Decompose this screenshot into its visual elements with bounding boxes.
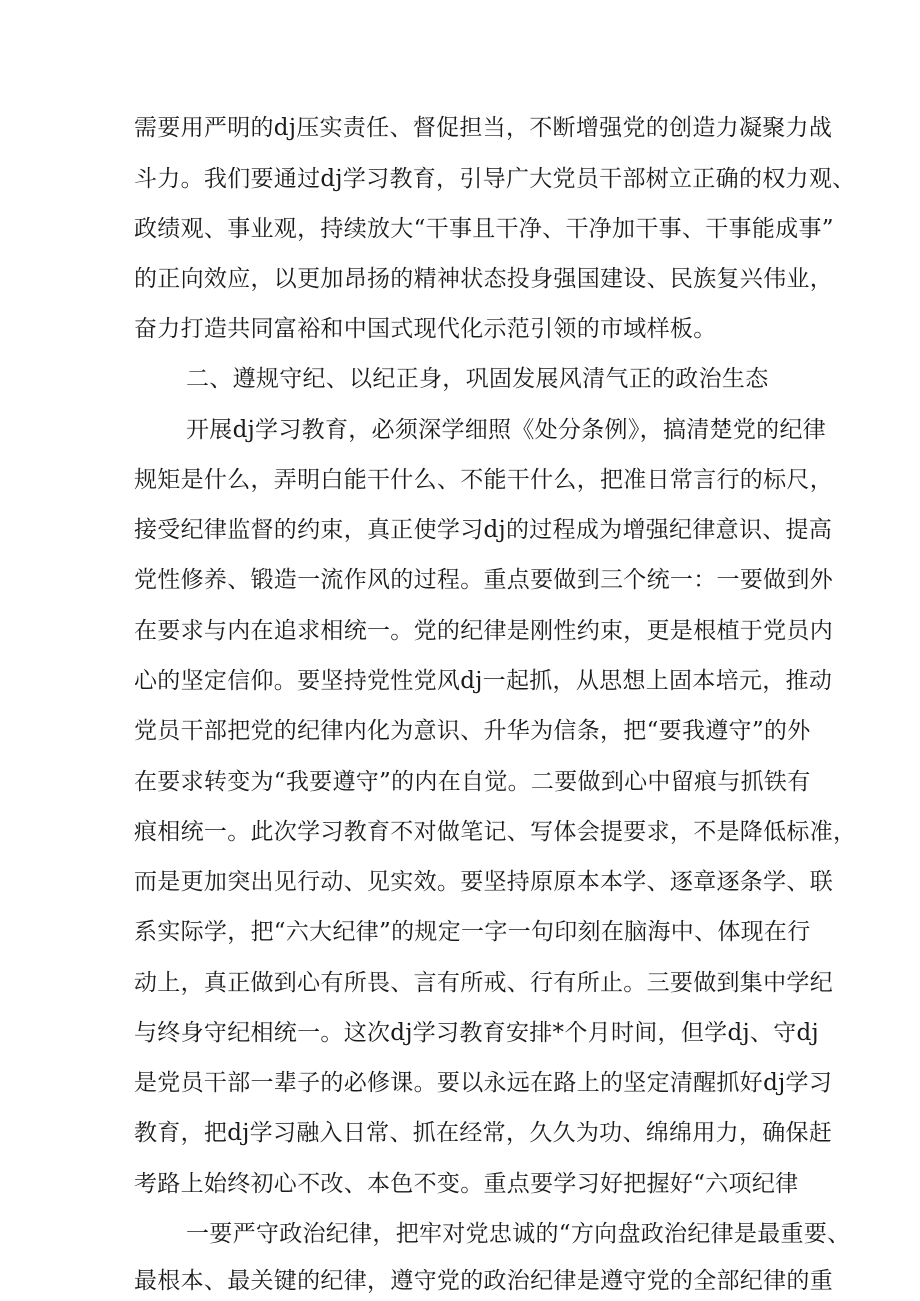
text-line: 考路上始终初心不改、本色不变。重点要学习好把握好“六项纪律	[134, 1171, 799, 1197]
text-line: 政绩观、事业观，持续放大“干事且干净、干净加干事、干事能成事”	[134, 216, 834, 242]
text-line: 痕相统一。此次学习教育不对做笔记、写体会提要求，不是降低标准，	[134, 819, 857, 845]
text-line: 接受纪律监督的约束，真正使学习dj的过程成为增强纪律意识、提高	[134, 517, 833, 543]
text-line: 的正向效应，以更加昂扬的精神状态投身强国建设、民族复兴伟业，	[134, 266, 833, 292]
text-line: 斗力。我们要通过dj学习教育，引导广大党员干部树立正确的权力观、	[134, 166, 856, 192]
text-line: 党性修养、锻造一流作风的过程。重点要做到三个统一：一要做到外	[134, 567, 833, 593]
text-line: 而是更加突出见行动、见实效。要坚持原原本本学、逐章逐条学、联	[134, 869, 833, 895]
text-line: 最根本、最关键的纪律，遵守党的政治纪律是遵守党的全部纪律的重	[134, 1268, 833, 1294]
section-heading: 二、遵规守纪、以纪正身，巩固发展风清气正的政治生态	[186, 366, 769, 392]
text-line: 需要用严明的dj压实责任、督促担当，不断增强党的创造力凝聚力战	[134, 115, 833, 141]
text-line: 规矩是什么，弄明白能干什么、不能干什么，把准日常言行的标尺，	[134, 467, 833, 493]
text-line: 一要严守政治纪律，把牢对党忠诚的“方向盘政治纪律是最重要、	[186, 1221, 851, 1247]
text-line: 开展dj学习教育，必须深学细照《处分条例》，搞清楚党的纪律	[186, 417, 827, 443]
text-line: 奋力打造共同富裕和中国式现代化示范引领的市域样板。	[134, 316, 717, 342]
text-line: 动上，真正做到心有所畏、言有所戒、行有所止。三要做到集中学纪	[134, 970, 833, 996]
text-line: 教育，把dj学习融入日常、抓在经常，久久为功、绵绵用力，确保赶	[134, 1120, 833, 1146]
text-line: 与终身守纪相统一。这次dj学习教育安排*个月时间，但学dj、守dj	[134, 1020, 819, 1046]
text-line: 在要求转变为“我要遵守”的内在自觉。二要做到心中留痕与抓铁有	[134, 769, 811, 795]
text-line: 系实际学，把“六大纪律”的规定一字一句印刻在脑海中、体现在行	[134, 919, 811, 945]
text-line: 在要求与内在追求相统一。党的纪律是刚性约束，更是根植于党员内	[134, 618, 833, 644]
text-line: 党员干部把党的纪律内化为意识、升华为信条，把“要我遵守”的外	[134, 718, 811, 744]
text-line: 是党员干部一辈子的必修课。要以永远在路上的坚定清醒抓好dj学习	[134, 1070, 833, 1096]
text-line: 心的坚定信仰。要坚持党性党风dj一起抓，从思想上固本培元，推动	[134, 668, 833, 694]
